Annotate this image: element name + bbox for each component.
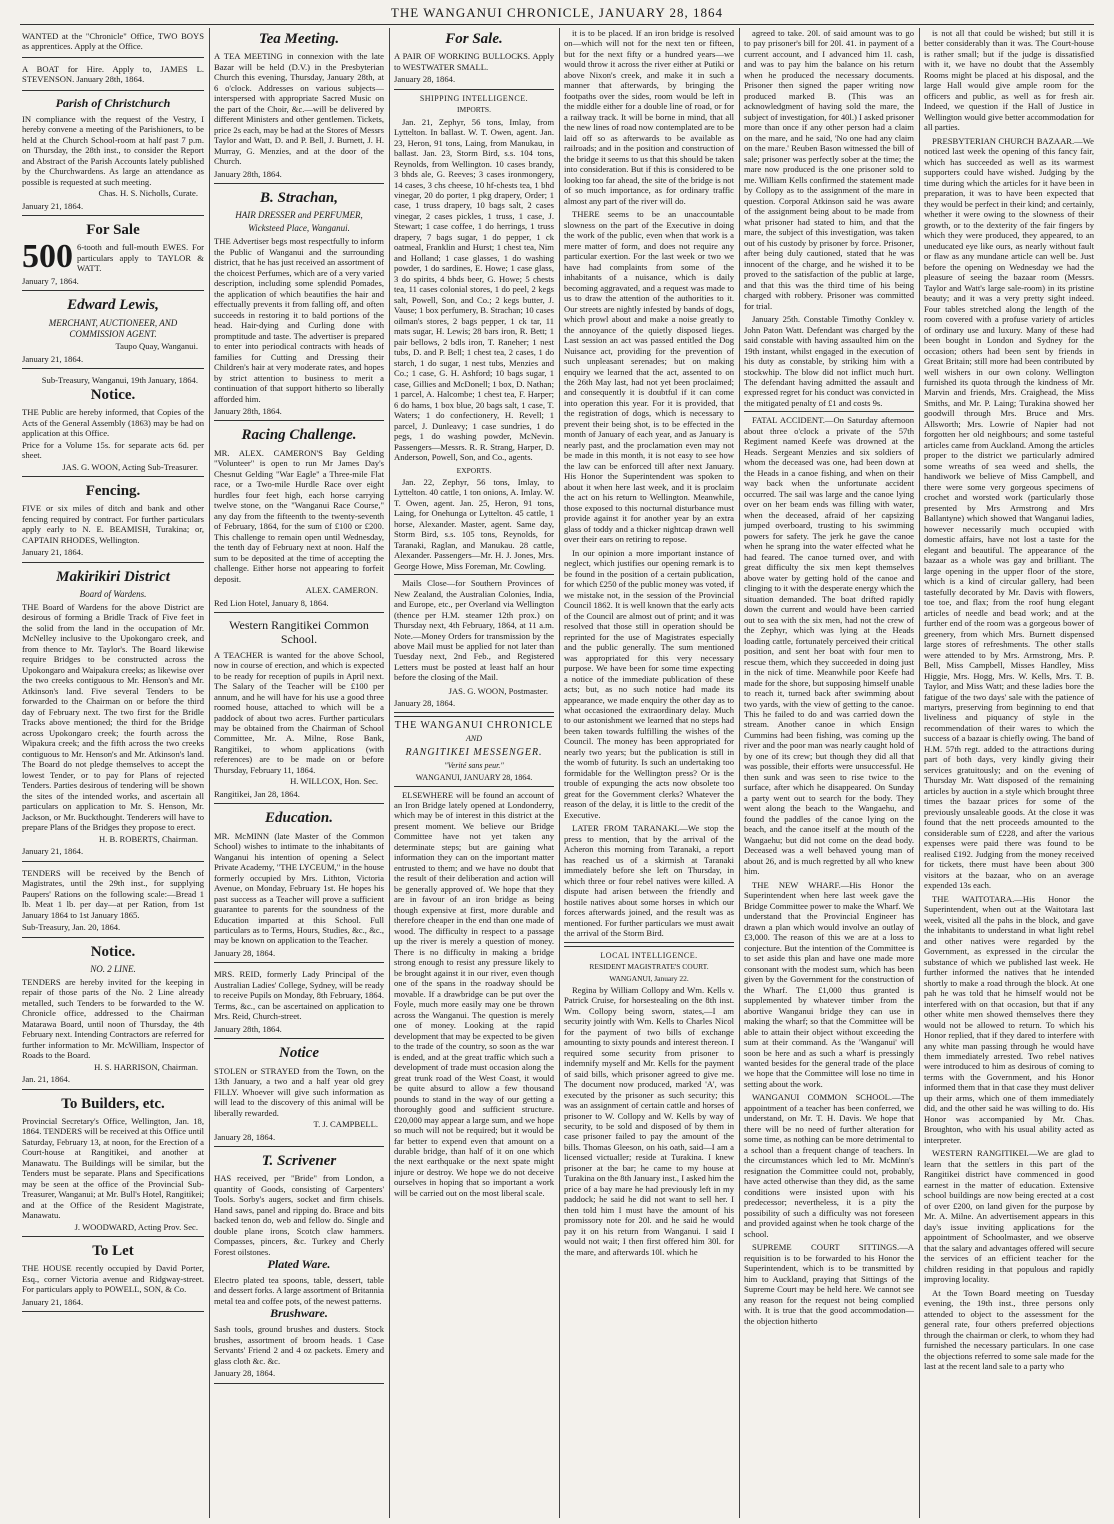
subsection-heading: IMPORTS. — [457, 105, 491, 115]
ad-text: THE Board of Wardens for the above District are desirous of forming a Bridle Track of Five feet in the solid from the land in the occupation of Mr. McNelley inclusive to the Upokongaro creek, and from thence to Mr. Taylor's. The Board likewise require Bridges to be constructed across the Upokongaro and Waipakura creeks; as likewise over the two creeks contiguous to Mr. Henson's and Mr. Atkinson's land. Five several Tenders to be forwarded to the Chairman on or before the third day of February next. The two first for the Bridle Tracks above mentioned; the third for the Bridge across Upokongaro creek; the fourth across the Wipakura creek; and the fifth across the two creeks contiguous to Mr. Henson's and Mr. Atkinson's land. The Board do not pledge themselves to accept the lowest Tender, or to pay for Plans of rejected Tenders. Parties desirous of tendering will be shown the sites of the intended works, and ascertain all particulars on application to Mr. S. Henson, Mr. Jackson, or Mr. Buckthought. Tenderers will have to prepare Plans of the Bridges they propose to erect. — [22, 601, 204, 833]
ad-heading: Notice. — [90, 386, 136, 403]
ad-heading: Fencing. — [85, 483, 141, 500]
section-heading: LOCAL INTELLIGENCE. — [600, 950, 698, 960]
ad-date: January 28, 1864. — [214, 1131, 276, 1142]
ad-edward-lewis — [22, 294, 204, 369]
column-3 — [394, 28, 554, 1518]
ad-text: A TEACHER is wanted for the above School, now in course of erection, and which is expected to be ready for reception of pupils in April next. The Salary of the Teacher will be £100 per annum, and he will have for his use a good three roomed house, attached to which will be a paddock of about two acres. Further particulars may be obtained from the Chairman of School Committee, Mr. A. Milne, Rose Bank, Rangitikei, to whom applications (with references) are to be made on or before Thursday, February 11, 1864. — [214, 649, 384, 775]
article-text: WESTERN RANGITIKEI.—We are glad to learn that the settlers in this part of the Rangitikei district have commenced in good earnest in the matter of education. Extensive school buildings are now being erected at a cost of over £200, on land given for the purpose by Mr. A. Milne. An advertisement appears in this day's issue inviting applications for the appointment of Schoolmaster, and we observe that the salary and advantages offered will secure the services of an efficient teacher for the children residing in that populous and rapidly improving locality. — [924, 1148, 1094, 1285]
ad-date: January 28th, 1864. — [214, 1023, 282, 1034]
ad-common-school — [214, 616, 384, 804]
ad-heading: Makirikiri District — [56, 568, 170, 585]
ad-address: Taupo Quay, Wanganui. — [115, 341, 198, 352]
ad-racing-challenge — [214, 424, 384, 613]
ad-date: January 28, 1864. — [394, 74, 456, 85]
page-masthead: THE WANGANUI CHRONICLE, JANUARY 28, 1864 — [20, 2, 1094, 25]
article-body — [394, 477, 554, 571]
article-body — [394, 117, 554, 463]
ad-text: 6-tooth and full-mouth EWES. For particulars apply to TAYLOR & WATT. — [77, 242, 204, 274]
ad-text: FIVE or six miles of ditch and bank and other fencing required by contract. For further particulars apply early to N. E. BEAMISH, Turakina; or, CAPTAIN RHODES, Wellington. — [22, 503, 204, 545]
column-2 — [214, 28, 384, 1518]
article-text: agreed to take. 20l. of said amount was to go to pay prisoner's bill for 20l. 41. in payment of a current account, and I advanced him 1l. cash, and was to pay him the balance on his return when he produced the necessary documents. Prisoner then signed the paper writing now produced marked B. (This was an acknowledgment of having sold the mare, the subject of investigation, for 40l.) I asked prisoner more than once if any other person had a claim on the mare, and he said, 'No one had any claim on the mare.' Reuben Bason witnessed the bill of sale; prisoner was perfectly sober at the time; the mare now produced is the one prisoner sold to me. William Kells confirmed the statement made by Collopy as to the assignment of the mare in question. Corporal Atkinson said he was aware of the assignment being about to be made from what prisoner had stated to him, and that the mare, the subject of this investigation, was taken out of his custody by prisoner by force. Prisoner, after being duly cautioned, stated that he was innocent of the charge, and he wished it to be proved to the satisfaction of the public at large, and that this was the third time of his being charged with robbery. Prisoner was committed for trial. — [744, 28, 914, 311]
column-rule — [559, 28, 560, 1518]
ad-makirikiri — [22, 566, 204, 862]
ad-date: January 28, 1864. — [214, 947, 276, 958]
ad-text: TENDERS are hereby invited for the keeping in repair of those parts of the No. 2 Line already metalled, such Tenders to be forwarded to the W. Chronicle office, addressed to the Chairman Matarawa Board, until noon of Thursday, the 4th February next. Intending Contractors are referred for further information to Mr. McWilliam, Inspector of Roads to the Board. — [22, 976, 204, 1061]
ad-date: January 21, 1864. — [22, 846, 84, 857]
article-text: WANGANUI COMMON SCHOOL.—The appointment of a teacher has been conferred, we understand, on Mr. T. H. Davis. We hope that there will be no need of further alteration for some time, as nothing can be more detrimental to a school than a frequent change of teachers. In the circumstances which led to Mr. McMinn's resignation the Committee could not, probably, have acted otherwise than they did, as the same conditions were insisted upon with his predecessor; nevertheless, it is a pity the possibility of such a difficulty was not foreseen and provided against when he took charge of the school. — [744, 1092, 914, 1239]
ad-signature: J. WOODWARD, Acting Prov. Sec. — [74, 1221, 198, 1232]
article-text: is not all that could be wished; but still it is better considerably than it was. The Court-house is rather small; but if the judge is dissatisfied with it, we have no doubt that the Assembly Rooms might be placed at his disposal, and the large Hall would give ample room for the officers and public, as well as for fresh air. Indeed, we question if the Hall of Justice in Wellington would give better accommodation for all parties. — [924, 28, 1094, 133]
column-5 — [744, 28, 914, 1518]
ad-date: January 21, 1864. — [22, 547, 84, 558]
ad-heading: For Sale. — [445, 31, 503, 47]
column-4 — [564, 28, 734, 1518]
ad-date: January 28th, 1864. — [214, 168, 282, 179]
ad-tea-meeting — [214, 28, 384, 184]
divider — [394, 712, 554, 717]
column-rule — [739, 28, 740, 1518]
ad-heading: To Let — [92, 1243, 134, 1260]
notice-signature: JAS. G. WOON, Postmaster. — [448, 685, 548, 696]
ad-text: HAS received, per "Bride" from London, a quantity of Goods, consisting of Carpenters' Tools. Sorby's augers, socket and firm chisels. Hand saws, panel and ripping do. Brace and bits backed tenon do, web and fellow do. Single and double plane irons, Scotch claw hammers. Compasses, pincers, &c. Turkey and Cherly Forest oilstones. — [214, 1173, 384, 1257]
ad-heading: Tea Meeting. — [258, 31, 340, 47]
ad-fencing — [22, 480, 204, 563]
ad-education — [214, 807, 384, 963]
ad-mrs-reid — [214, 966, 384, 1039]
ad-parish-christchurch — [22, 94, 204, 216]
ad-text: A TEA MEETING in connexion with the late Bazar will be held (D.V.) in the Presbyterian Church this evening, Thursday, January 28th, at 6 o'clock. Addresses on various subjects—interspersed with appropriate Sacred Music on the part of the Choir, &c.—will be delivered by different Ministers and other gentlemen. Tickets, price 2s each, may be had at the Stores of Messrs Taylor and Watt, D. and P. Bell, J. Burnett, J. H. Murray, G. Menzies, and at the door of the Church. — [214, 51, 384, 167]
article-text: Jan. 22, Zephyr, 56 tons, Imlay, to Lyttelton. 40 cattle, 1 ton onions, A. Imlay. W. T. Owen, agent. Jan. 25, Heron, 91 tons, Laing, for Onehunga or Lyttelton. 45 cattle, 1 horse, Alexander. Master, agent. Same day, Storm Bird, s.s. 105 tons, Reynolds, for Taranaki, Raglan, and Manukau. 28 cattle, Alexander. Passengers—Mr. H. J. Jones, Mrs. George Howe, Miss Foreman, Mr. Cowling. — [394, 476, 554, 571]
ad-signature: H. WILLCOX, Hon. Sec. — [290, 776, 378, 787]
ad-signature: Chas. H. S. Nicholls, Curate. — [98, 188, 198, 199]
ad-subheading: Board of Wardens. — [79, 589, 147, 599]
ad-for-sale-bullocks — [394, 28, 554, 90]
subsection-dateline: WANGANUI, January 22. — [609, 973, 689, 983]
ad-date: January 28th, 1864. — [214, 406, 282, 416]
ad-heading: Racing Challenge. — [241, 427, 357, 444]
ad-text: Provincial Secretary's Office, Wellington, Jan. 18, 1864. TENDERS will be received at this Office until Saturday, February 13, at noon, for the Erection of a Court-house at Rangitikei, and another at Manawatu. The Buildings will be similar, but the Tenders must be separate. Plans and Specifications may be seen at the office of the Provincial Sub-Treasurer, Wanganui; at Mr. Bull's Hotel, Rangitikei; and at the Office of the Resident Magistrate, Manawatu. — [22, 1115, 204, 1221]
article-text: SUPREME COURT SITTINGS.—A requisition is to be forwarded to his Honor the Superintendent, which is to be transmitted by him to Auckland, praying that Sittings of the Supreme Court may be held here. We cannot see any reason for the request not being complied with. It is true that the good accommodation—the objection hitherto — [744, 1242, 914, 1326]
ad-text: THE HOUSE recently occupied by David Porter, Esq., corner Victoria avenue and Ridgway-street. For particulars apply to POWELL, SON, & Co. — [22, 1263, 204, 1295]
ad-heading: B. Strachan, — [260, 190, 338, 207]
article-text: Regina by William Collopy and Wm. Kells v. Patrick Cruise, for horsestealing on the 8th inst. Wm. Collopy being sworn, states,—I am security jointly with Wm. Kells to Charles Nicol for the payment of two bills of exchange amounting to sixty pounds and interest thereon. I required some security from prisoner to indemnify myself and Mr. Kells for the payment of said bills, which prisoner agreed to give me. The document now produced, marked 'A', was executed by the prisoner as such security; this was an assignment of certain cattle and horses of prisoner to W. Collopy and W. Kells by way of security, to be sold and disposed of by them in case prisoner failed to pay the amount of the bills. Thomas Gleeson, on his oath, said—I am a licensed victualler; reside at Turakina. I knew prisoner at the bar; he came to my house at Turakina on the 8th January inst., I asked him the price of a bay mare he had previously left in my paddock; he said he did not want to sell her. I then told him I must have the amount of his promissory note for 20l. and he said he would pay it on his return from Wanganui. I said I would not wait; I then first offered him 30l. for the mare, and afterwards 10l. which he — [564, 984, 734, 1257]
ad-text: THE Public are hereby informed, that Copies of the Acts of the General Assembly (1863) may be had on application at this Office. — [22, 407, 204, 439]
divider — [394, 574, 554, 575]
article-body — [924, 28, 1094, 1372]
ad-subheading: Brushware. — [270, 1306, 328, 1321]
subsection-heading: RESIDENT MAGISTRATE'S COURT. — [589, 962, 709, 972]
ad-heading: Western Rangitikei Common School. — [229, 618, 369, 646]
editorial-dateline: WANGANUI, JANUARY 28, 1864. — [415, 772, 533, 782]
ad-number: 500 — [22, 238, 73, 276]
ad-wanted-boys — [22, 28, 204, 58]
ad-stolen-filly — [214, 1042, 384, 1147]
article-text: Mails Close—for Southern Provinces of New Zealand, the Australian Colonies, India, and Europe, etc., per Overland via Wellington (thence per H.M. steamer 12th prox.) on Thursday next, 4th February, 1864, at 11 a.m. Note.—Money Orders for transmission by the above Mail must be applied for not later than Tuesday next, 2nd Feb., and Registered Letters must be posted at least half an hour before the closing of the Mail. — [394, 578, 554, 683]
notice-date: January 28, 1864. — [394, 698, 456, 709]
ad-text: THE Advertiser begs most respectfully to inform the Public of Wanganui and the surrounding district, that he has just received an assortment of the choicest Perfumes, which are of a very varied description, including some splendid Pomades, the application of which beautifies the hair and effectually prevents it from falling off, and often succeeds in restoring it to bald portions of the head. Hair-dying and Curling done with promptitude and taste. The advertiser is prepared to enter into periodical contracts with heads of families for Cutting and Dressing their Children's hair at very moderate rates, and hopes by strict attention to business to merit a continuation of that support hitherto so liberally afforded him. — [214, 236, 384, 404]
article-text: In our opinion a more important instance of neglect, which justifies our opening remark is to be found in the position of a certain publication, for which £250 of the public money was voted, if we mistake not, in the session of the Provincial Council 1862. It is well known that the early acts of the Council are almost out of print; and it was resolved that those still in operation should be reprinted for the use of Magistrates especially and the public generally. The sum mentioned was appropriated for this very necessary purpose. We have been for some time expecting a notice of the immediate publication of these acts; but, as no such notice had made its appearance, we made enquiry the other day as to what occasioned the extraordinary delay. Much to our astonishment we learned that no steps had been taken towards fulfilling the wishes of the Council. The money has been appropriated for nearly two years; but the publication is still in the womb of futurity. Is such an undertaking too formidable for the Wellington press? Or is the trouble of expunging the acts now obsolete too great for the Government clerks? Whatever the reason of the delay, it is little to the credit of the Executive. — [564, 547, 734, 820]
ad-signature: JAS. G. WOON, Acting Sub-Treasurer. — [62, 461, 198, 472]
ad-date: January 7, 1864. — [22, 275, 79, 286]
article-text: it is to be placed. If an iron bridge is resolved on—which will not for the next ten or fifteen, but for the next fifty or a hundred years—we would throw it across the river either at Putiki or above Nixon's creek, and make it in such a manner that afterwards, by bringing the footpaths over the sides, room would be left in the middle either for a double line of road, or for a railway track. It will be borne in mind, that all the new lines of road now contemplated are to be laid off so as afterwards to be available as railroads; and in the position and construction of the bridge it seems to us that this should be taken into consideration. But if this is considered to be looking too far ahead, the site of the bridge is not of so much importance, as for ordinary traffic almost any part of the river will do. — [564, 28, 734, 206]
ad-heading: Parish of Christchurch — [55, 95, 171, 110]
divider — [564, 942, 734, 947]
ad-text: Sash tools, ground brushes and dusters. Stock brushes, assortment of broom heads. 1 Case Servants' Friend 2 and 4 oz packets. Emery and glass cloth &c. &c. — [214, 1324, 384, 1366]
ad-price: Price for a Volume 15s. for separate acts 6d. per sheet. — [22, 439, 204, 461]
column-1 — [22, 28, 204, 1518]
article-text: PRESBYTERIAN CHURCH BAZAAR.—We noticed last week the opening of this fancy fair, which has succeeded as well as its warmest supporters could have wished. Judging by the time during which the articles for it have been in preparation, it was to have been expected that they would be perfect in their kind; and certainly, whether it were owing to the slowness of their growth, or to the dexterity of the fair fingers by which they were produced, they appeared, to an uneducated eye like ours, as nearly without fault or flaw as any mundane article can well be. Just before the opening on Wednesday we had the pleasure of seeing the bazaar room (Messrs. Taylor and Watt's large sale-room) in its pristine beauty; and it was a very pretty sight indeed. Four tables stretched along the length of the room covered with a profuse variety of articles of ordinary use and luxury. Many of these had been bought in London and Sydney for the occasion; others had been sent by friends in Great Britain; still more had been contributed by well wishers in our own colony. Wellington furnished its quota through the kindness of Mr. Marvin and friends, Mrs. Craighead, the Miss Smiths, and Mr. P. Laing; Turakina showed her goodwill through Mrs. Bruce and Mrs. Allsworth; Mrs. Lowrie of Napier had not forgotten her old neighbours; and some tasteful articles came from Auckland. Among the articles proper to the district we particularly admired some wreaths of sea weed and shells, the handiwork we believe of Miss Campbell, and there were some very gorgeous specimens of crochet and worsted work (particularly those presented by Mrs Armstrong and Mrs Ballantyne) which showed that Wanganui ladies, however necessarily much occupied with domestic affairs, have not lost a taste for the elegant and beautiful. The appearance of the bazaar as a whole was gay and brilliant. The large opening in the upper floor of the store, which is a kind of circular gallery, had been tastefully decorated by Mr. Davis with flowers, toe toe, and flax; from the roof hung elegant articles of needle and bead work; and at the further end of the room was a gorgeous bower of greenery, from which Mrs. Burnett dispensed large stores of refreshments. The other stalls were attended to by Mrs. Armstrong, Mrs. P. Bell, Miss Campbell, Misses Handley, Miss Higgie, Mrs. Hogg, Mrs. W. Kells, Mrs. T. B. Taylor, and Miss Watt; and these ladies bore the fatigue of the two days' sale with the patience of martyrs, preserving from beginning to end that liveliness and piquancy of style in the recommendation of their wares to which the success of a bazaar is chiefly owing. The band of H.M. 57th regt. added to the attractions during part of both days, very kindly giving their services gratuitously; and on the evening of Thursday Mr. Watt disposed of the remaining articles by auction in a style which brought three times the bazaar prices for some of the previously unsaleable goods. At the close it was found that the nett proceeds amounted to the considerable sum of £228, and after the various expenses were paid there was found to be realised £192. Judging from the money received for tickets, there must have been about 300 visitors at the bazaar, who on an average expended 13s each. — [924, 135, 1094, 891]
ad-address: Red Lion Hotel, January 8, 1864. — [214, 597, 329, 608]
ad-strachan — [214, 187, 384, 421]
ad-paupers-rations — [22, 865, 204, 938]
ad-subheading: NO. 2 LINE. — [90, 963, 136, 974]
subsection-heading: EXPORTS. — [456, 465, 492, 475]
ad-subheading: MERCHANT, AUCTIONEER, AND COMMISSION AGENT. — [48, 317, 178, 339]
article-text: FATAL ACCIDENT.—On Saturday afternoon about three o'clock a private of the 57th Regiment named Keefe was drowned at the Heads. Sergeant Menzies and six soldiers of whom the deceased was one, had been down at the Heads in a canoe fishing, and when on their way back when the unfortunate accident occurred. The sail was large and the canoe lying over on her beam ends was filling with water, when the deceased, afraid of her capsizing jumped overboard, trusting to his swimming powers for safety. The jerk he gave the canoe when he sprang into the water effected what he had feared. The canoe turned over, and with great difficulty the six men kept themselves above water by getting hold of the canoe and clinging to it with the desperate energy which the situation demanded. The boat drifted rapidly down the current and would have been carried out to sea with the six men, had not the crew of the Zephyr, which was lying at the Heads loading cattle, fortunately perceived their critical position, and sent her boat with four men to rescue them, which they succeeded in doing just in the nick of time. Meanwhile poor Keefe had made for the shore, but supposing himself unable to reach it, turned back after swimming about two yards, with the view of getting to the canoe. This he failed to do and was carried down the stream. Another canoe in which Ensign Cummins had been fishing, was coming up the river and the poor man was nearly caught hold of by one of its crew; but though they did all that was possible, their efforts were unsuccessful. He then sunk and was seen to rise twice to the surface, after which he disappeared. On Sunday a party went out to search for the body. They went along the beach to the Wangaehu, and found the paddles of the canoe lying on the beach, and the canoe itself at the mouth of the Wangaehu; but did not come on the dead body. Deceased was a well behaved young man of about 26, and is much regretted by all who knew him. — [744, 415, 914, 877]
ad-text: IN compliance with the request of the Vestry, I hereby convene a meeting of the Parishioners, to be held at the Church School-room at half past 7 p.m. on Thursday, the 28th inst., to consider the Report and Abstract of the Parish Accounts lately published by the Churchwardens. As large an attendance as possible is requested at such meeting. — [22, 113, 204, 187]
article-body — [394, 790, 554, 1199]
ad-treasury-notice — [22, 372, 204, 477]
ad-text: STOLEN or STRAYED from the Town, on the 13th January, a two and a half year old grey FILLY. Whoever will give such information as will lead to the discovery of this animal will be liberally rewarded. — [214, 1065, 384, 1118]
divider — [744, 411, 914, 412]
ad-date: January 21, 1864. — [22, 353, 84, 364]
ad-address: Wicksteed Place, Wanganui. — [248, 223, 350, 234]
editorial-masthead-and: AND — [466, 734, 482, 744]
ad-dateline: Sub-Treasury, Wanganui, 19th January, 1864. — [41, 375, 198, 386]
ad-heading: T. Scrivener — [261, 1152, 337, 1169]
article-text: THERE seems to be an unaccountable slowness on the part of the Executive in doing the work of the public, even when that work is a mere matter of form, and does not require any particular exertion. For the last week or two we have had complaints from some of the inhabitants of a nuisance, which is daily becoming aggravated, and a request was made to us to draw the attention of the authorities to it. Our streets are nightly infested by bands of dogs, which prowl about and make a noise greatly to the annoyance of the quietly disposed lieges. Last session an act was passed entitled the Dog Nuisance act, providing for the prevention of such unpleasant serenades; but on making enquiry we learned that the act, assented to on the 26th May last, had not yet been proclaimed; and consequently it is doubtful if it can come into operation this year. For it is provided, that the registration of dogs, which is necessary to prevent their being shot, is to be effected in the month of January of each year, and as January is nearly past, and the proclamation even may not be made in this month, it is not easy to see how the law can be enforced till after next January. His Honor the Superintendent was spoken to about it when here last week, and it is proclaim the act on his return to Wellington. Meanwhile, those exposed to this nocturnal disturbance must provide against it for another year by an extra glass of toddy and a thicker nightcap drawn well over their ears on retiring to repose. — [564, 209, 734, 545]
ad-date: Sub-Treasury, Jan. 20, 1864. — [22, 922, 121, 933]
ad-date: January 28, 1864. — [214, 1368, 276, 1379]
ad-scrivener — [214, 1150, 384, 1384]
ad-boat-hire — [22, 61, 204, 91]
column-rule — [209, 28, 210, 1518]
article-text: January 25th. Constable Timothy Conkley v. John Paton Watt. Defendant was charged by the said constable with having assaulted him on the 19th instant, whilst engaged in the execution of his duty as constable, by striking him with a stockwhip. The blow did not inflict much hurt. The defendant having admitted the assault and expressed regret for his conduct was convicted in the mitigated penalty of £1 and costs 9s. — [744, 314, 914, 408]
column-rule — [389, 28, 390, 1518]
editorial-masthead-2: RANGITIKEI MESSENGER. — [405, 746, 543, 758]
ad-date: Jan. 21, 1864. — [22, 1074, 70, 1085]
ad-builders — [22, 1093, 204, 1238]
ad-heading: Edward Lewis, — [67, 297, 159, 314]
ad-signature: H. B. ROBERTS, Chairman. — [98, 833, 198, 844]
ad-subheading: Plated Ware. — [267, 1257, 331, 1272]
editorial-motto: "Verité sans peur." — [444, 761, 504, 771]
ad-for-sale-ewes — [22, 219, 204, 291]
ad-text: A PAIR OF WORKING BULLOCKS. Apply to WESTWATER SMALL. — [394, 51, 554, 72]
ad-date: January 21, 1864. — [22, 200, 84, 211]
ad-signature: ALEX. CAMERON. — [305, 585, 378, 596]
ad-date: Rangitikei, Jan 28, 1864. — [214, 788, 300, 799]
ad-text: TENDERS will be received by the Bench of Magistrates, until the 29th inst., for supplying Paupers' Rations on the following scale:—Bread 1 lb. Meat 1 lb. per day—at per Ration, from 1st January 1864 to 1st January 1865. — [22, 867, 204, 920]
divider — [394, 786, 554, 787]
ad-subheading: HAIR DRESSER and PERFUMER, — [235, 210, 363, 221]
article-body — [394, 578, 554, 683]
article-text: THE NEW WHARF.—His Honor the Superintendent when here last week gave the Bridge Committee power to make the Wharf. We understand that the Provincial Engineer has drawn a plan which would involve an outlay of £3,000. The reason of this we are at a loss to conjecture. But the intention of the Committee is to set aside this plan and have one made more consonant with the modest sum, which has been given by the Government for the construction of the Wharf. The £1,000 thus granted is supplemented by whatever timber from the abortive Wanganui bridge they can use in making the wharf; so that the Committee will be able to attain their object without exceeding the sum at their command. As the 'Wanganui' will soon be here and as such a wharf is pressingly wanted besides for the general trade of the place we hope that the Committee will lose no time in setting about the work. — [744, 879, 914, 1089]
article-text: LATER FROM TARANAKI.—We stop the press to mention, that by the arrival of the Acheron this morning from Taranaki, a report has reached us of a skirmish at Taranaki immediately before she left on Thursday, in which three or four rebel natives were killed. A dispute had arisen between the friendly and hostile natives about some horses in which our forces afterwards joined, and the result was as mentioned. For further particulars we must await the arrival of the Storm Bird. — [564, 823, 734, 939]
ad-heading: Notice. — [90, 943, 136, 960]
article-text: ELSEWHERE will be found an account of an Iron Bridge lately opened at Londonderry, which may be of interest in this district at the present moment. We believe our Bridge Committee have not yet taken any determinate steps; but are gaining what information they can on the important matter entrusted to them; and we have no doubt that the result of their deliberation and action will be generally approved of. We hope that they are in favour of an iron bridge as being though expensive at first, more durable and therefore cheaper in the end than one made of wood. The difficulty in respect to a passage up the river is merely a question of money. There is no difficulty in making a bridge strong enough to resist any pressure likely to be brought against it in our river, even though one of the spans in the roadway should be movable. If a drawbridge can be put over the Foyle, much more easily may one be thrown across the Wanganui. The question is merely one of money. Looking at the rapid development that may be expected to be given to the trade of the country, so soon as the war is ended, and at the great traffic which such a development of trade must occasion along the great trunk road of the West Coast, it would be quite absurd to allow a few thousand pounds to stand in the way of our getting a thoroughly good and sufficient structure. £20,000 may appear a large sum, and we hope so much will not be required; but it would be far better to expend even that amount on a durable bridge, than half of it on one which the next earthquake or the next spate might injure or destroy. We hope we do not deceive ourselves in hoping that so important a work will be carried out on the most liberal scale. — [394, 789, 554, 1198]
ad-text: MR. McMINN (late Master of the Common School) wishes to intimate to the inhabitants of Wanganui his intention of opening a Select Private Academy, "THE LYCEUM," in the house formerly occupied by Mrs. Lithton, Victoria Avenue, on Monday, February 1st. He hopes his past success as a Teacher will prove a sufficient guarantee to parents for the soundness of the Education imparted at this School. Full particulars as to Terms, Hours, Studies, &c., &c., may be known on application to the Teacher. — [214, 830, 384, 946]
ad-heading: To Builders, etc. — [61, 1095, 165, 1112]
article-text: At the Town Board meeting on Tuesday evening, the 19th inst., three persons only attended to object to the assessment for the general rate, four others preferred objections through the chairman or clerk, to whom they had furnished the necessary particulars. In one case the objections referred to some sale made for the last at the recent land sale to a party who — [924, 1287, 1094, 1372]
ad-text: Electro plated tea spoons, table, dessert, table and dessert forks. A large assortment of Britannia metal tea and coffee pots, of the newest patterns. — [214, 1274, 384, 1306]
ad-signature: H. S. HARRISON, Chairman. — [94, 1061, 198, 1072]
ad-to-let — [22, 1240, 204, 1312]
article-body — [744, 28, 914, 1326]
article-text: Jan. 21, Zephyr, 56 tons, Imlay, from Lyttelton. In ballast. W. T. Owen, agent. Jan. 23, Heron, 91 tons, Laing, from Manukau, in ballast. Jan. 23, Storm Bird, s.s. 104 tons, Reynolds, from Wellington. 10 cases brandy, 3 bhds ale, G. Reeves; 3 cases ironmongery, 14 cases, 3 chs cheese, 10 hf-chests tea, 1 bhd vinegar, 20 do porter, 1 pkg drapery, Order; 1 case, 1 truss drapery, 10 bags salt, 2 cases vinegar, 2 cases pickles, 1 truss, 1 case, J. Stewart; 1 case coffee, 1 do herrings, 1 truss drapery, 7 bags sugar, 1 do pepper, 1 ck oatmeal, Franklin and Hurst; 1 chest tea, Nim and Holland; 1 case glasses, 1 do washing powder, 1 do sardines, E. Howe; 1 case glass, 3 do spirits, 4 bhds beer, G. Howe; 5 chests tea, 11 cases colonial stores, 1 do peel, 2 kegs salt, Powell, Son, and Co.; 2 kegs butter, J. Vause; 1 box perfumery, B. Strachan; 10 cases oilman's stores, 2 bags pepper, 1 ck tar, 11 mats sugar, H. Lewis; 28 bars iron, R. Bett; 1 pair bellows, 2 bdls iron, T. Raneher; 1 nest tubs, D. and P. Bell; 1 chest tea, 2 cases, 1 do starch, 1 do sugar, 1 nest tubs, Menzies and Co.; 1 case, G. H. Ashford; 10 bags sugar, 1 case, Gillies and McDonell; 1 box, D. Nathan; 1 parcel, A. Halcombe; 1 chest tea, F. Harper; 6 do hams, 1 box blue, 20 bags salt, 1 case, T. Waters; 1 do confectionery, H. Revell; 1 parcel, J. Dunleavy; 1 case sundries, 1 do pegs, 1 do washing powder, McNevin. Passengers—Messrs. R. R. Strang, Harper, D. Anderson, Powell, Son, and Co., agents. — [394, 116, 554, 463]
article-text: THE WAITOTARA.—His Honor the Superintendent, when out at the Waitotara last week, visited all the pahs in the block, and gave the inhabitants to understand in what light rebel and other natives were regarded by the Government, as expressed in the circular the substance of which we published last week. He further informed the natives that he intended shortly to make a road through the block. At one pah he was told that he himself would not be interfered with on that occasion, but that if any other white men showed themselves there they would not be allowed to return. To which his Honor replied, that if they dared to interfere with any white man passing through he would have them immediately arrested. Two rebel natives were introduced to him as desirous of coming to terms with the Government, and his Honor informed them that in that case they must deliver up their arms, which one of them immediately did, and the other said he was willing to do. His Honor was accompanied by Mr. Chas. Broughton, who with his usual ability acted as interpreter. — [924, 893, 1094, 1145]
ad-text: MR. ALEX. CAMERON'S Bay Gelding "Volunteer" is open to run Mr James Day's Chesnut Gelding "War Eagle" a Three-mile Flat race, or a Two-mile Hurdle Race over eight hurdles four feet high, each horse carrying twelve stone, on the "Wanganui Race Course," any day from the fifteenth to the twenty-seventh of February, 1864, for the sum of £100 or £200. This challenge to remain open until Wednesday, the tenth day of February next at noon. Half the sum to be deposited at the time of accepting the challenge. Either horse not appearing to forfeit deposit. — [214, 447, 384, 584]
editorial-masthead: THE WANGANUI CHRONICLE — [394, 719, 554, 731]
ad-signature: T. J. CAMPBELL. — [313, 1119, 378, 1130]
column-rule — [919, 28, 920, 1518]
article-body — [564, 985, 734, 1258]
ad-text: MRS. REID, formerly Lady Principal of the Australian Ladies' College, Sydney, will be ready to receive Pupils on Monday, 8th February, 1864. Terms, &c., can be ascertained on application to Mrs. Reid, Church-street. — [214, 969, 384, 1022]
ad-heading: Education. — [265, 810, 333, 827]
ad-heading: Notice — [279, 1045, 319, 1062]
ad-heading: For Sale — [86, 222, 140, 239]
article-body — [564, 28, 734, 939]
ad-no2-line — [22, 941, 204, 1090]
ad-date: January 21, 1864. — [22, 1296, 84, 1307]
column-6 — [924, 28, 1094, 1518]
columns — [22, 28, 1094, 1518]
section-heading: SHIPPING INTELLIGENCE. — [419, 93, 529, 103]
ad-text: A BOAT for Hire. Apply to, JAMES L. STEVENSON. January 28th, 1864. — [22, 63, 204, 85]
ad-text: WANTED at the "Chronicle" Office, TWO BOYS as apprentices. Apply at the Office. — [22, 31, 204, 52]
